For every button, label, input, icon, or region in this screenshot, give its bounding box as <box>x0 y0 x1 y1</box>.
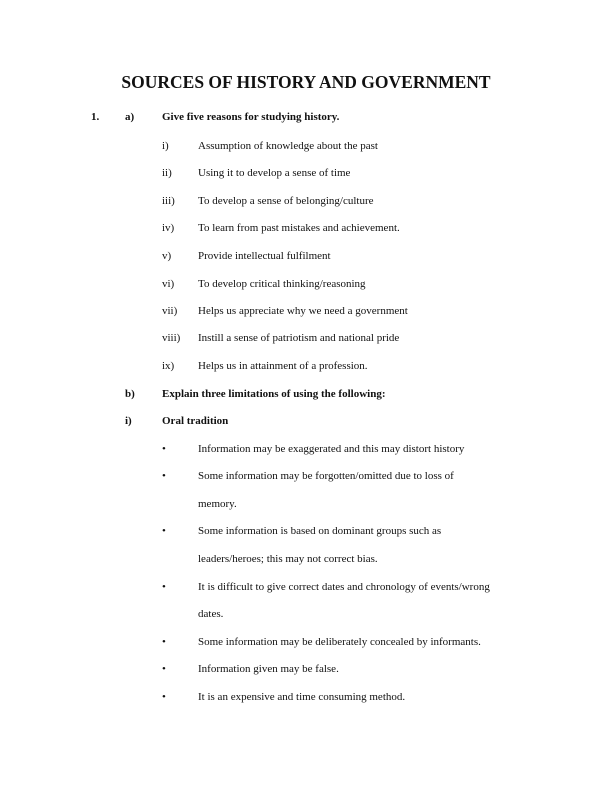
bullet-text: Some information is based on dominant groups such as <box>198 525 442 537</box>
answer-text: To learn from past mistakes and achievement. <box>198 222 400 234</box>
subsection-heading: Oral tradition <box>162 415 229 427</box>
bullet-icon: • <box>162 470 166 482</box>
answer-text: Assumption of knowledge about the past <box>198 140 378 152</box>
subsection-label: i) <box>125 415 132 427</box>
answer-numeral: iii) <box>162 195 175 207</box>
answer-numeral: vi) <box>162 278 175 290</box>
bullet-text: Some information may be forgotten/omitted due to loss of <box>198 470 454 482</box>
page-title: SOURCES OF HISTORY AND GOVERNMENT <box>121 72 491 92</box>
answer-text: Helps us appreciate why we need a government <box>198 305 408 317</box>
part-a-label: a) <box>125 111 135 123</box>
bullet-text: Information given may be false. <box>198 663 339 675</box>
part-b-label: b) <box>125 388 135 400</box>
answer-numeral: iv) <box>162 222 175 234</box>
bullet-text-continuation: memory. <box>198 498 237 510</box>
bullet-icon: • <box>162 663 166 675</box>
bullet-text: Some information may be deliberately concealed by informants. <box>198 636 481 648</box>
bullet-text-continuation: dates. <box>198 608 224 620</box>
bullet-text: It is an expensive and time consuming method. <box>198 691 406 703</box>
answer-numeral: ii) <box>162 167 172 179</box>
bullet-icon: • <box>162 581 166 593</box>
bullet-text: Information may be exaggerated and this may distort history <box>198 443 465 455</box>
answer-text: Provide intellectual fulfilment <box>198 250 331 262</box>
part-b-prompt: Explain three limitations of using the following: <box>162 388 386 400</box>
question-number: 1. <box>91 111 100 123</box>
bullet-icon: • <box>162 525 166 537</box>
answer-numeral: vii) <box>162 305 178 317</box>
answer-numeral: viii) <box>162 332 181 344</box>
answer-text: Helps us in attainment of a profession. <box>198 360 368 372</box>
part-a-prompt: Give five reasons for studying history. <box>162 111 340 123</box>
answer-numeral: i) <box>162 140 169 152</box>
answer-text: Using it to develop a sense of time <box>198 167 351 179</box>
answer-text: To develop critical thinking/reasoning <box>198 278 366 290</box>
bullet-icon: • <box>162 691 166 703</box>
answer-numeral: v) <box>162 250 172 262</box>
bullet-icon: • <box>162 443 166 455</box>
bullet-text-continuation: leaders/heroes; this may not correct bias. <box>198 553 378 565</box>
bullet-icon: • <box>162 636 166 648</box>
answer-text: To develop a sense of belonging/culture <box>198 195 374 207</box>
answer-numeral: ix) <box>162 360 175 372</box>
answer-text: Instill a sense of patriotism and national pride <box>198 332 400 344</box>
bullet-text: It is difficult to give correct dates and chronology of events/wrong <box>198 581 490 593</box>
